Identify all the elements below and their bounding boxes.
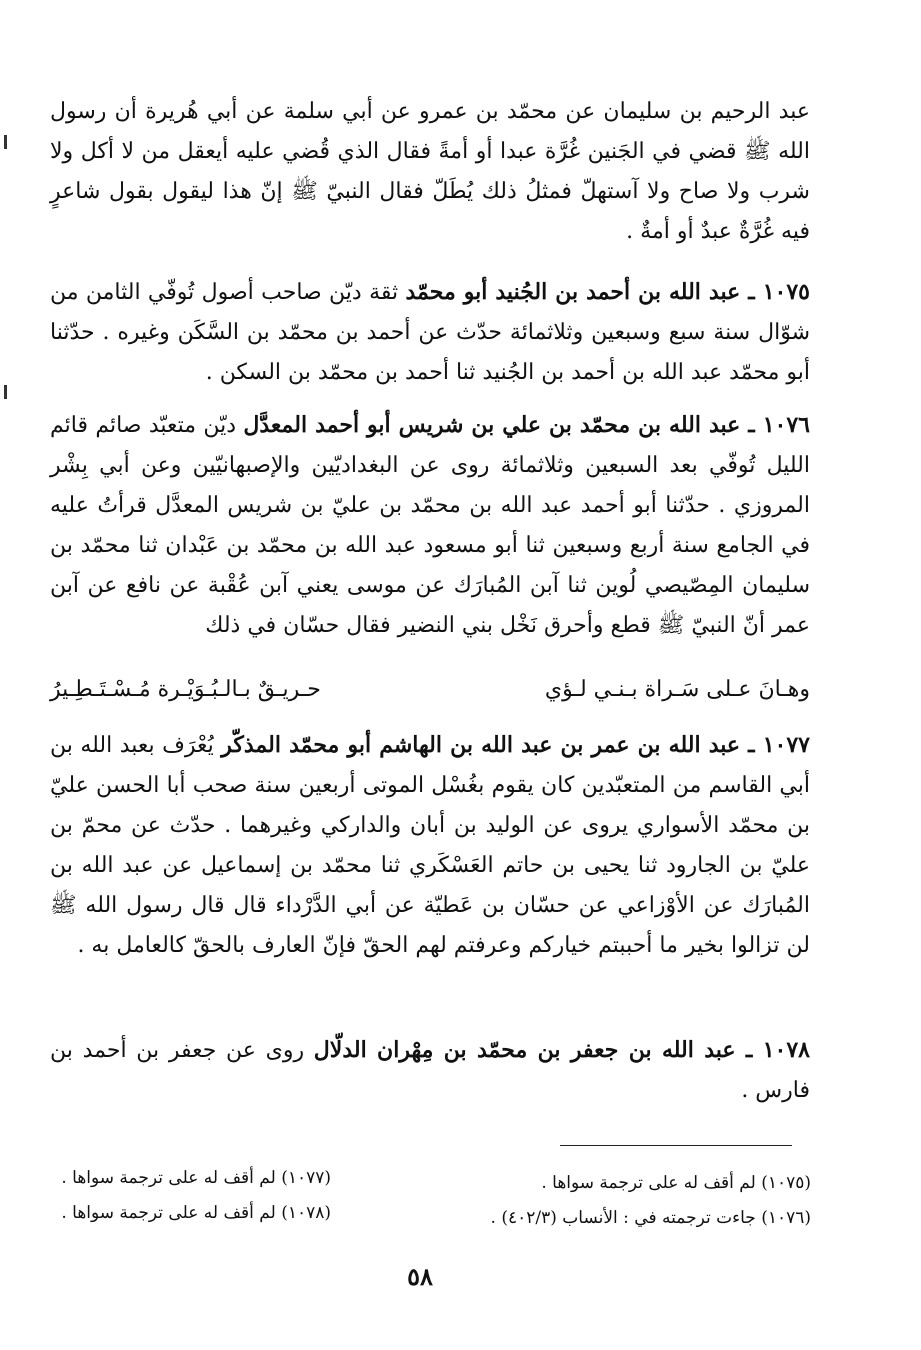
margin-mark <box>4 135 7 149</box>
page-number: ٥٨ <box>407 1262 433 1291</box>
entry-text: روى عن جعفر بن أحمد بن فارس . <box>50 1038 810 1103</box>
margin-mark <box>4 385 7 399</box>
footnote-1075: (١٠٧٥) لم أقف له على ترجمة سواها . <box>541 1173 811 1193</box>
footnote-1078: (١٠٧٨) لم أقف له على ترجمة سواها . <box>61 1203 331 1223</box>
entry-1075 <box>50 272 810 393</box>
poem-first-hemistich: وهـانَ عـلى سَـراة بـنـي لـؤي <box>544 677 810 702</box>
poem-second-hemistich: حـريـقٌ بـالـبُـوَيْـرة مُـسْـتَـطِـيرُ <box>50 677 321 702</box>
entry-heading: ١٠٧٦ ـ عبد الله بن محمّد بن علي بن شريس أبو أحمد المعدَّل <box>243 412 810 438</box>
entry-1076 <box>50 405 810 646</box>
footnote-1076: (١٠٧٦) جاءت ترجمته في : الأنساب (٤٠٢/٣) . <box>490 1208 811 1228</box>
entry-heading: ١٠٧٧ ـ عبد الله بن عمر بن عبد الله بن الهاشم أبو محمّد المذكّر <box>221 732 810 758</box>
intro-paragraph: عبد الرحيم بن سليمان عن محمّد بن عمرو عن أبي سلمة عن أبي هُريرة أن رسول الله ﷺ قضي في الجَنين غُرَّة عبدا أو أمةً فقال الذي قُضي عليه أيعقل من لا أكل ولا شرب ولا صاح ولا آستهلّ فمثلُ ذلك يُطَلّ فقال النبيّ ﷺ إنّ هذا ليقول بقول شاعرٍ فيه غُرَّةٌ عبدٌ أو أمةٌ . <box>50 99 810 244</box>
entry-text: ديّن متعبّد صائم قائم الليل تُوفّي بعد السبعين وثلاثمائة روى عن البغداديّين والإصبهانيّين وعن أبي بِشْر المروزي . حدّثنا أبو أحمد عبد الله بن محمّد بن عليّ بن شريس المعدَّل قرأتُ عليه في الجامع سنة أربع وسبعين ثنا أبو مسعود عبد الله بن محمّد بن عَبْدان ثنا محمّد بن سليمان المِصّيصي لُوين ثنا آبن المُبارَك عن موسى يعني آبن عُقْبة عن نافع عن آبن عمر أنّ النبيّ ﷺ قطع وأحرق نَخْل بني النضير فقال حسّان في ذلك <box>50 413 810 638</box>
entry-heading: ١٠٧٨ ـ عبد الله بن جعفر بن محمّد بن مِهْران الدلّال <box>313 1037 810 1063</box>
entry-heading: ١٠٧٥ ـ عبد الله بن أحمد بن الجُنيد أبو محمّد <box>405 279 810 305</box>
entry-text: ثقة ديّن صاحب أصول تُوفّي الثامن من شوّال سنة سبع وسبعين وثلاثمائة حدّث عن أحمد بن محمّد بن السَّكَن وغيره . حدّثنا أبو محمّد عبد الله بن أحمد بن الجُنيد ثنا أحمد بن محمّد بن السكن . <box>50 280 810 385</box>
poem-verse <box>50 670 810 710</box>
entry-1078 <box>50 1030 810 1111</box>
entry-text: يُعْرَف بعبد الله بن أبي القاسم من المتعبّدين كان يقوم بغُسْل الموتى أربعين سنة صحب أبا الحسن عليّ بن محمّد الأسواري يروى عن الوليد بن أبان والداركي وغيرهما . حدّث عن محمّ بن عليّ بن الجارود ثنا يحيى بن حاتم العَسْكَري ثنا محمّد بن إسماعيل عن عبد الله بن المُبارَك عن الأوْزاعي عن حسّان بن عَطيّة عن أبي الدَّرْداء قال قال رسول الله ﷺ لن تزالوا بخير ما أحببتم خياركم وعرفتم لهم الحقّ فإنّ العارف بالحقّ كالعامل به . <box>50 733 810 958</box>
entry-1077 <box>50 725 810 966</box>
footnote-divider <box>560 1145 792 1146</box>
footnote-1077: (١٠٧٧) لم أقف له على ترجمة سواها . <box>61 1168 331 1188</box>
